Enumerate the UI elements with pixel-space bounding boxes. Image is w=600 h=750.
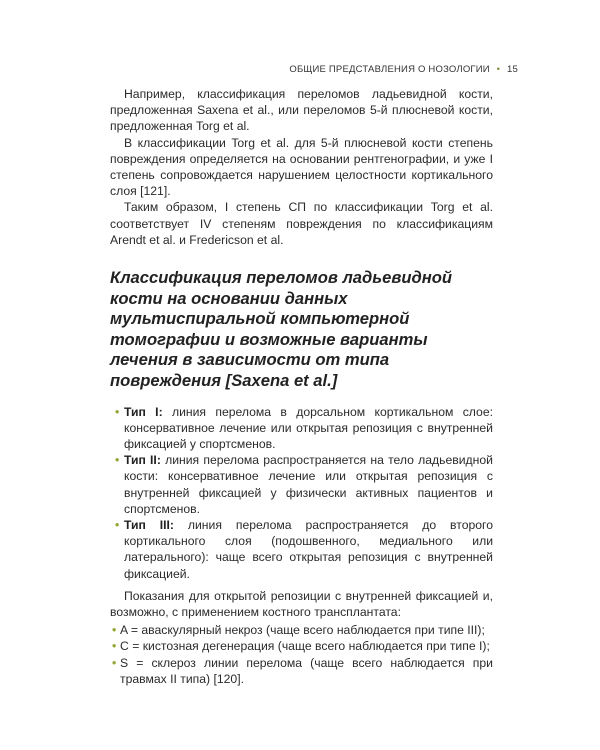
intro-paragraph-1: Например, классификация переломов ладьевидной кости, предложенная Saxena et al., или переломов 5-й плюсневой кости, предложенная Torg et al. <box>110 87 493 134</box>
bullet-icon: • <box>112 623 117 638</box>
list-item <box>110 655 493 687</box>
type-description: линия перелома в дорсальном кортикальном слое: консервативное лечение или открытая репозиция с внутренней фиксацией у спортсменов. <box>124 404 493 451</box>
type-label: Тип I: <box>124 404 163 419</box>
list-item <box>110 404 493 453</box>
intro-paragraph-3: Таким образом, I степень СП по классификации Torg et al. соответствует IV степеням повреждения по классификациям Arendt et al. и Fredericson et al. <box>110 200 493 247</box>
bullet-icon: • <box>115 518 120 533</box>
list-item <box>110 638 493 654</box>
bullet-icon: • <box>115 404 120 419</box>
indications-list <box>110 622 493 687</box>
indication-text: A = аваскулярный некроз (чаще всего наблюдается при типе III); <box>120 623 485 638</box>
list-item <box>110 622 493 638</box>
running-title: ОБЩИЕ ПРЕДСТАВЛЕНИЯ О НОЗОЛОГИИ <box>289 64 490 75</box>
page-number: 15 <box>507 64 518 75</box>
intro-paragraph-2: В классификации Torg et al. для 5-й плюсневой кости степень повреждения определяется на основании рентгенографии, и уже I степень сопровождается нарушением целостности кортикального слоя [121]. <box>110 135 493 199</box>
bullet-icon: • <box>112 655 117 670</box>
type-label: Тип III: <box>124 518 174 533</box>
section-heading: Классификация переломов ладьевидной кости на основании данных мультиспиральной компьютерной томографии и возможные варианты лечения в зависимости от типа повреждения [Saxena et al.] <box>110 268 453 390</box>
list-item <box>110 517 493 582</box>
list-item <box>110 452 493 517</box>
page-body <box>110 86 493 687</box>
header-separator: • <box>496 64 501 75</box>
indication-text: C = кистозная дегенерация (чаще всего наблюдается при типе I); <box>120 639 490 654</box>
type-label: Тип II: <box>124 453 161 468</box>
bullet-icon: • <box>112 639 117 654</box>
type-description: линия перелома распространяется до второго кортикального слоя (подошвенного, медиального или латерального): чаще всего открытая репозиция с внутренней фиксацией. <box>124 518 493 581</box>
fracture-types-list <box>110 404 493 582</box>
indications-lead: Показания для открытой репозиции с внутренней фиксацией и, возможно, с применением костного трансплантата: <box>110 588 493 620</box>
bullet-icon: • <box>115 453 120 468</box>
running-header <box>289 64 518 75</box>
indication-text: S = склероз линии перелома (чаще всего наблюдается при травмах II типа) [120]. <box>120 655 493 686</box>
type-description: линия перелома распространяется на тело ладьевидной кости: консервативное лечение или открытая репозиция с внутренней фиксацией у физически активных пациентов и спортсменов. <box>124 453 493 516</box>
